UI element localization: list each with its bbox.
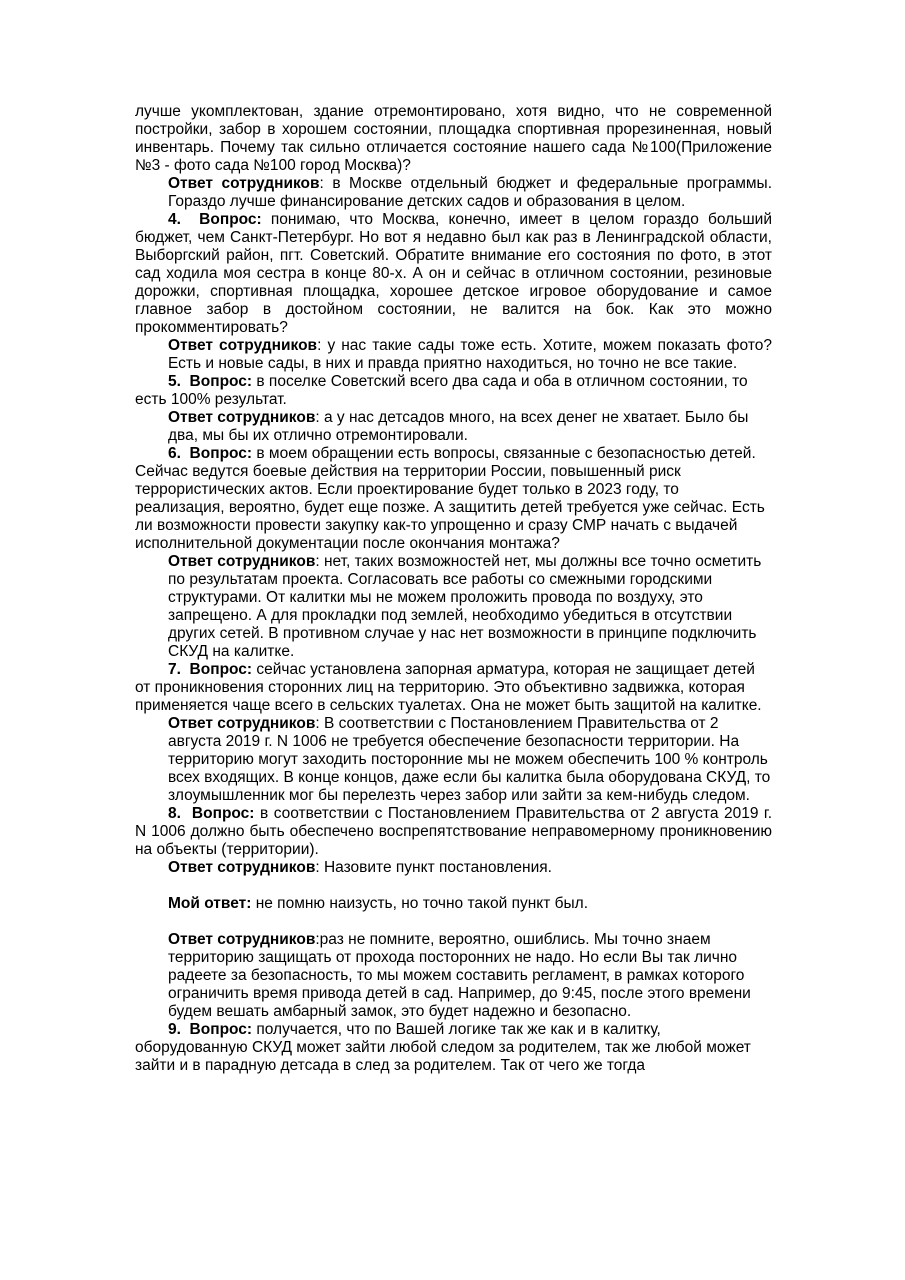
paragraph-text: : нет, таких возможностей нет, мы должны все точно осметить по результатам проекта. Согласовать все работы со смежными городскими структурами. От калитки мы не можем проложить провода по воздуху, это запрещено. А для прокладки под землей, необходимо убедиться в отсутствии других сетей. В противном случае у нас нет возможности в принципе подключить СКУД на калитке. — [168, 553, 762, 660]
paragraph-text: понимаю, что Москва, конечно, имеет в целом гораздо больший бюджет, чем Санкт-Петербург. Но вот я недавно был как раз в Ленинградской области, Выборгский район, пгт. Советский. Обратите внимание его состояния по фото, в этот сад ходила моя сестра в конце 80-х. А он и сейчас в отличном состоянии, резиновые дорожки, спортивная площадка, хорошее детское игровое оборудование и самое главное забор в достойном состоянии, не валится на бок. Как это можно прокомментировать? — [135, 211, 772, 336]
paragraph-text: : у нас такие сады тоже есть. Хотите, можем показать фото? Есть и новые сады, в них и правда приятно находиться, но точно не все такие. — [168, 337, 772, 372]
paragraph-text: :раз не помните, вероятно, ошиблись. Мы точно знаем территорию защищать от прохода посторонних не надо. Но если Вы так лично радеете за безопасность, то мы можем составить регламент, в рамках которого ограничить время привода детей в сад. Например, до 9:45, после этого времени будем вешать амбарный замок, это будет надежно и безопасно. — [168, 931, 751, 1020]
question-label: 6. Вопрос: — [168, 445, 253, 462]
paragraph-text: : в Москве отдельный бюджет и федеральные программы. Гораздо лучше финансирование детских садов и образования в целом. — [168, 175, 773, 210]
paragraph-question-4 — [135, 211, 772, 337]
paragraph-staff-answer — [168, 859, 772, 877]
staff-answer-label: Ответ сотрудников — [168, 553, 316, 570]
paragraph-text: в соответствии с Постановлением Правительства от 2 августа 2019 г. N 1006 должно быть обеспечено воспрепятствование неправомерному проникновению на объекты (территории). — [135, 805, 773, 858]
question-label: 4. Вопрос: — [168, 211, 262, 228]
staff-answer-label: Ответ сотрудников — [168, 175, 320, 192]
paragraph-text: в поселке Советский всего два сада и оба в отличном состоянии, то есть 100% результат. — [135, 373, 748, 408]
paragraph-question-9 — [135, 1021, 772, 1075]
staff-answer-label: Ответ сотрудников — [168, 931, 316, 948]
paragraph-text: : а у нас детсадов много, на всех денег не хватает. Было бы два, мы бы их отлично отремонтировали. — [168, 409, 749, 444]
paragraph-staff-answer — [168, 553, 772, 661]
paragraph-staff-answer — [168, 931, 772, 1021]
staff-answer-label: Ответ сотрудников — [168, 337, 318, 354]
paragraph-text: : Назовите пункт постановления. — [315, 859, 552, 876]
paragraph-text: не помню наизусть, но точно такой пункт был. — [251, 895, 589, 912]
paragraph-text: : В соответствии с Постановлением Правительства от 2 августа 2019 г. N 1006 не требуется обеспечение безопасности территории. На территорию могут заходить посторонние мы не можем обеспечить 100 % контроль всех входящих. В конце концов, даже если бы калитка была оборудована СКУД, то злоумышленник мог бы перелезть через забор или зайти за кем-нибудь следом. — [168, 715, 771, 804]
paragraph-question-8 — [135, 805, 772, 859]
paragraph-staff-answer — [168, 409, 772, 445]
my-answer-label: Мой ответ: — [168, 895, 252, 912]
paragraph-text: сейчас установлена запорная арматура, которая не защищает детей от проникновения сторонних лиц на территорию. Это объективно задвижка, которая применяется чаще всего в сельских туалетах. Она не может быть защитой на калитке. — [135, 661, 762, 714]
paragraph-staff-answer — [168, 715, 772, 805]
paragraph-question-5 — [135, 373, 772, 409]
paragraph-my-answer — [168, 895, 772, 913]
paragraph-text: лучше укомплектован, здание отремонтировано, хотя видно, что не современной постройки, забор в хорошем состоянии, площадка спортивная прорезиненная, новый инвентарь. Почему так сильно отличается состояние нашего сада №100(Приложение №3 - фото сада №100 город Москва)? — [135, 103, 772, 174]
paragraph-staff-answer — [168, 337, 772, 373]
paragraph-question-6 — [135, 445, 772, 553]
staff-answer-label: Ответ сотрудников — [168, 715, 316, 732]
paragraph-question-7 — [135, 661, 772, 715]
paragraph-text: получается, что по Вашей логике так же как и в калитку, оборудованную СКУД может зайти любой следом за родителем, так же любой может зайти и в парадную детсада в след за родителем. Так от чего же тогда — [135, 1021, 751, 1074]
paragraph-text: в моем обращении есть вопросы, связанные с безопасностью детей. Сейчас ведутся боевые действия на территории России, повышенный риск террористических актов. Если проектирование будет только в 2023 году, то реализация, вероятно, будет еще позже. А защитить детей требуется уже сейчас. Есть ли возможности провести закупку как-то упрощенно и сразу СМР начать с выдачей исполнительной документации после окончания монтажа? — [135, 445, 765, 552]
staff-answer-label: Ответ сотрудников — [168, 859, 316, 876]
paragraph-continuation — [135, 103, 772, 175]
question-label: 7. Вопрос: — [168, 661, 253, 678]
question-label: 9. Вопрос: — [168, 1021, 253, 1038]
question-label: 5. Вопрос: — [168, 373, 253, 390]
staff-answer-label: Ответ сотрудников — [168, 409, 316, 426]
paragraph-staff-answer — [168, 175, 772, 211]
question-label: 8. Вопрос: — [168, 805, 255, 822]
